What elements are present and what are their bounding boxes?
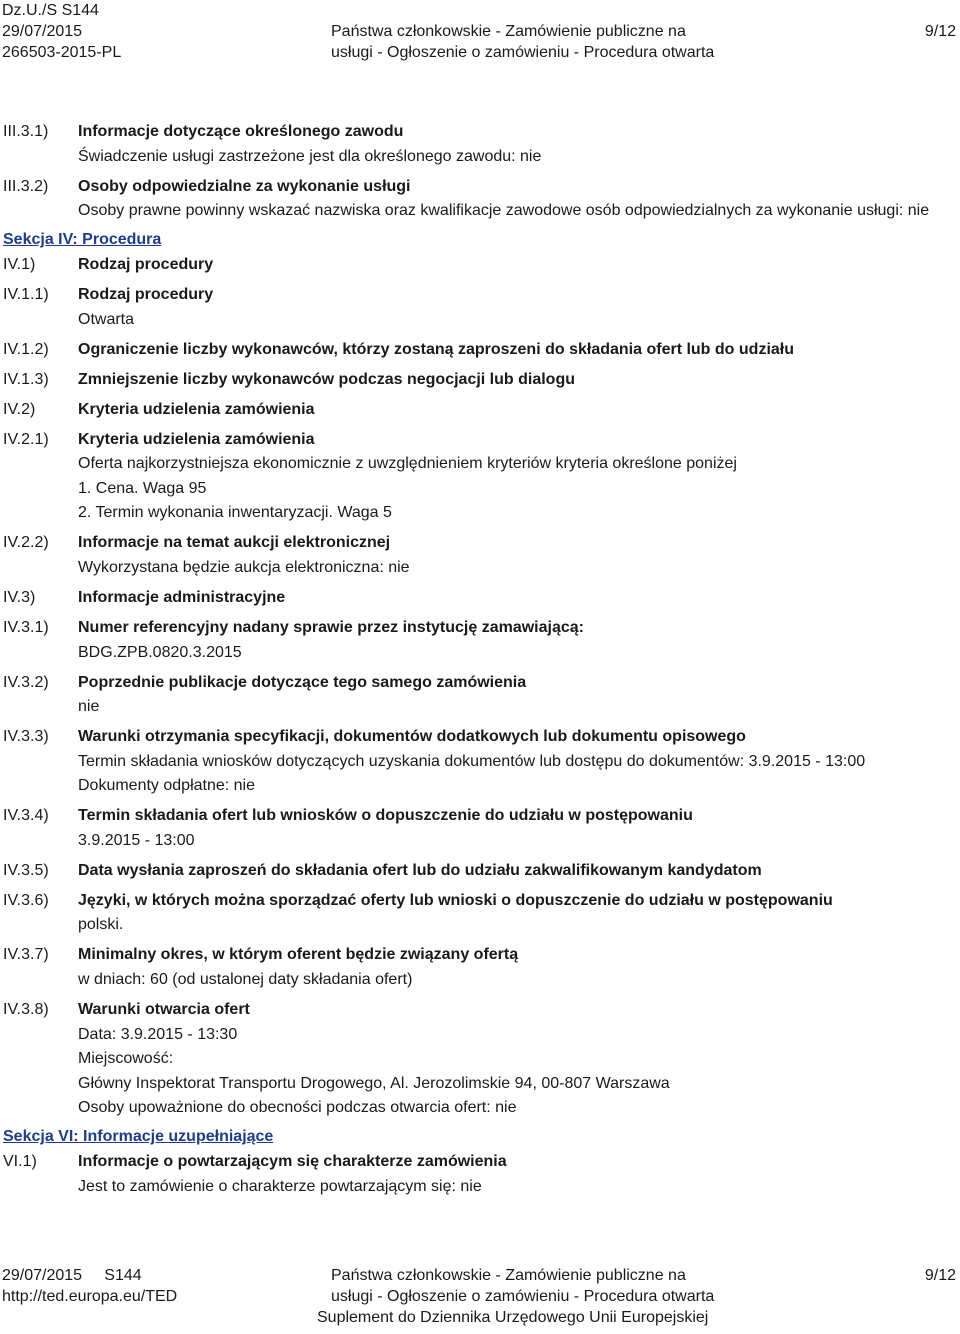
item-text: Data: 3.9.2015 - 13:30 [78,1025,238,1043]
notice-item [0,175,960,224]
item-text: 3.9.2015 - 13:00 [78,831,195,849]
footer-page-number: 9/12 [924,1267,956,1284]
item-title: Języki, w których można sporządzać oferty lub wnioski o dopuszczenie do udziału w postępowaniu [78,891,833,909]
item-title: Data wysłania zaproszeń do składania ofert lub do udziału zakwalifikowanym kandydatom [78,861,762,879]
item-text: Główny Inspektorat Transportu Drogowego, Al. Jerozolimskie 94, 00-807 Warszawa [78,1074,670,1092]
item-text: BDG.ZPB.0820.3.2015 [78,643,242,661]
header-title-line2: usługi - Ogłoszenie o zamówieniu - Procedura otwarta [331,44,715,61]
item-text: Miejscowość: [78,1050,174,1068]
notice-item [0,586,960,611]
item-body [78,998,960,1121]
item-body [78,804,960,853]
page-header [0,0,960,66]
item-title: Osoby odpowiedzialne za wykonanie usługi [78,177,411,195]
item-number: III.3.1) [3,123,49,140]
item-number: IV.3) [3,589,36,607]
item-title: Ograniczenie liczby wykonawców, którzy zostaną zaproszeni do składania ofert lub do udziału [78,340,794,358]
item-body [78,398,960,423]
item-number: VI.1) [3,1153,37,1171]
header-left [2,0,121,63]
item-number: IV.1) [3,256,36,274]
footer-supplement: Suplement do Dziennika Urzędowego Unii Europejskiej [317,1309,709,1326]
item-title: Zmniejszenie liczby wykonawców podczas negocjacji lub dialogu [78,370,575,388]
item-body [78,283,960,332]
item-text: 2. Termin wykonania inwentaryzacji. Waga 5 [78,504,392,522]
item-body [78,1150,960,1199]
notice-item [0,1150,960,1199]
notice-item [0,531,960,580]
item-title: Rodzaj procedury [78,286,214,304]
item-number: IV.2) [3,400,36,418]
item-number: IV.1.2) [3,340,49,358]
footer-title-line2: usługi - Ogłoszenie o zamówieniu - Procedura otwarta [331,1288,715,1305]
item-text: Jest to zamówienie o charakterze powtarzającym się: nie [78,1178,482,1195]
footer-center [317,1265,715,1328]
item-title: Informacje administracyjne [78,589,286,607]
notice-content [0,120,960,1205]
notice-item [0,120,960,169]
item-text: Świadczenie usługi zastrzeżone jest dla określonego zawodu: nie [78,147,542,165]
item-title: Informacje na temat aukcji elektronicznej [78,534,391,552]
item-body [78,120,960,169]
item-body [78,725,960,799]
journal-ref: Dz.U./S S144 [2,2,99,19]
item-title: Termin składania ofert lub wniosków o dopuszczenie do udziału w postępowaniu [78,807,693,825]
item-body [78,859,960,884]
item-body [78,889,960,938]
page-footer [0,1265,960,1334]
notice-item [0,398,960,423]
notice-item [0,889,960,938]
notice-item [0,283,960,332]
notice-item [0,616,960,665]
item-title: Warunki otwarcia ofert [78,1001,250,1019]
publication-date: 29/07/2015 [2,23,83,40]
item-number: IV.3.4) [3,807,49,825]
notice-item [0,804,960,853]
footer-date-issue: 29/07/2015 S144 [2,1267,142,1284]
item-text: Wykorzystana będzie aukcja elektroniczna: nie [78,559,410,577]
notice-item [0,428,960,526]
item-body [78,428,960,526]
item-number: IV.3.6) [3,891,49,909]
item-title: Warunki otrzymania specyfikacji, dokumentów dodatkowych lub dokumentu opisowego [78,728,746,746]
notice-item [0,943,960,992]
item-text: Oferta najkorzystniejsza ekonomicznie z uwzględnieniem kryteriów kryteria określone poniżej [78,455,737,473]
footer-left [2,1265,177,1307]
item-text: w dniach: 60 (od ustalonej daty składania ofert) [78,971,413,989]
item-number: IV.3.5) [3,861,49,879]
item-title: Rodzaj procedury [78,256,214,274]
item-title: Kryteria udzielenia zamówienia [78,400,315,418]
item-number: IV.3.7) [3,946,49,964]
item-title: Poprzednie publikacje dotyczące tego samego zamówienia [78,673,527,691]
item-title: Kryteria udzielenia zamówienia [78,430,315,448]
notice-item [0,998,960,1121]
section-heading: Sekcja IV: Procedura [3,231,162,249]
item-text: Dokumenty odpłatne: nie [78,777,255,795]
item-body [78,531,960,580]
item-number: IV.2.2) [3,534,49,552]
item-body [78,253,960,278]
item-title: Minimalny okres, w którym oferent będzie związany ofertą [78,946,519,964]
section-heading: Sekcja VI: Informacje uzupełniające [3,1128,274,1146]
footer-title-line1: Państwa członkowskie - Zamówienie publiczne na [331,1267,686,1284]
item-title: Informacje o powtarzającym się charakterze zamówienia [78,1153,507,1171]
item-body [78,338,960,363]
item-body [78,175,960,224]
item-body [78,943,960,992]
header-page-number: 9/12 [924,23,956,40]
item-number: IV.1.1) [3,286,49,304]
header-title-line1: Państwa członkowskie - Zamówienie publiczne na [331,23,686,40]
item-number: IV.3.1) [3,619,49,636]
item-number: IV.1.3) [3,370,49,388]
item-text: Otwarta [78,310,135,328]
notice-item [0,725,960,799]
notice-item [0,671,960,720]
item-body [78,671,960,720]
item-number: IV.2.1) [3,430,49,448]
notice-item [0,253,960,278]
item-body [78,586,960,611]
notice-number: 266503-2015-PL [2,44,122,61]
item-text: Termin składania wniosków dotyczących uzyskania dokumentów lub dostępu do dokumentów: 3.9.2015 - 13:00 [78,752,866,770]
item-text: Osoby upoważnione do obecności podczas otwarcia ofert: nie [78,1099,517,1117]
item-number: III.3.2) [3,177,49,195]
item-number: IV.3.2) [3,673,49,691]
header-center [331,21,714,63]
item-number: IV.3.3) [3,728,49,746]
item-text: nie [78,698,100,716]
item-text: Osoby prawne powinny wskazać nazwiska oraz kwalifikacje zawodowe osób odpowiedzialnych za wykonanie usługi: nie [78,202,930,220]
item-title: Informacje dotyczące określonego zawodu [78,123,404,140]
item-text: polski. [78,916,124,934]
item-body [78,616,960,665]
item-number: IV.3.8) [3,1001,49,1019]
notice-item [0,338,960,363]
item-text: 1. Cena. Waga 95 [78,479,207,497]
item-title: Numer referencyjny nadany sprawie przez instytucję zamawiającą: [78,619,584,636]
notice-item [0,368,960,393]
item-body [78,368,960,393]
footer-link[interactable]: http://ted.europa.eu/TED [2,1288,178,1305]
notice-item [0,859,960,884]
